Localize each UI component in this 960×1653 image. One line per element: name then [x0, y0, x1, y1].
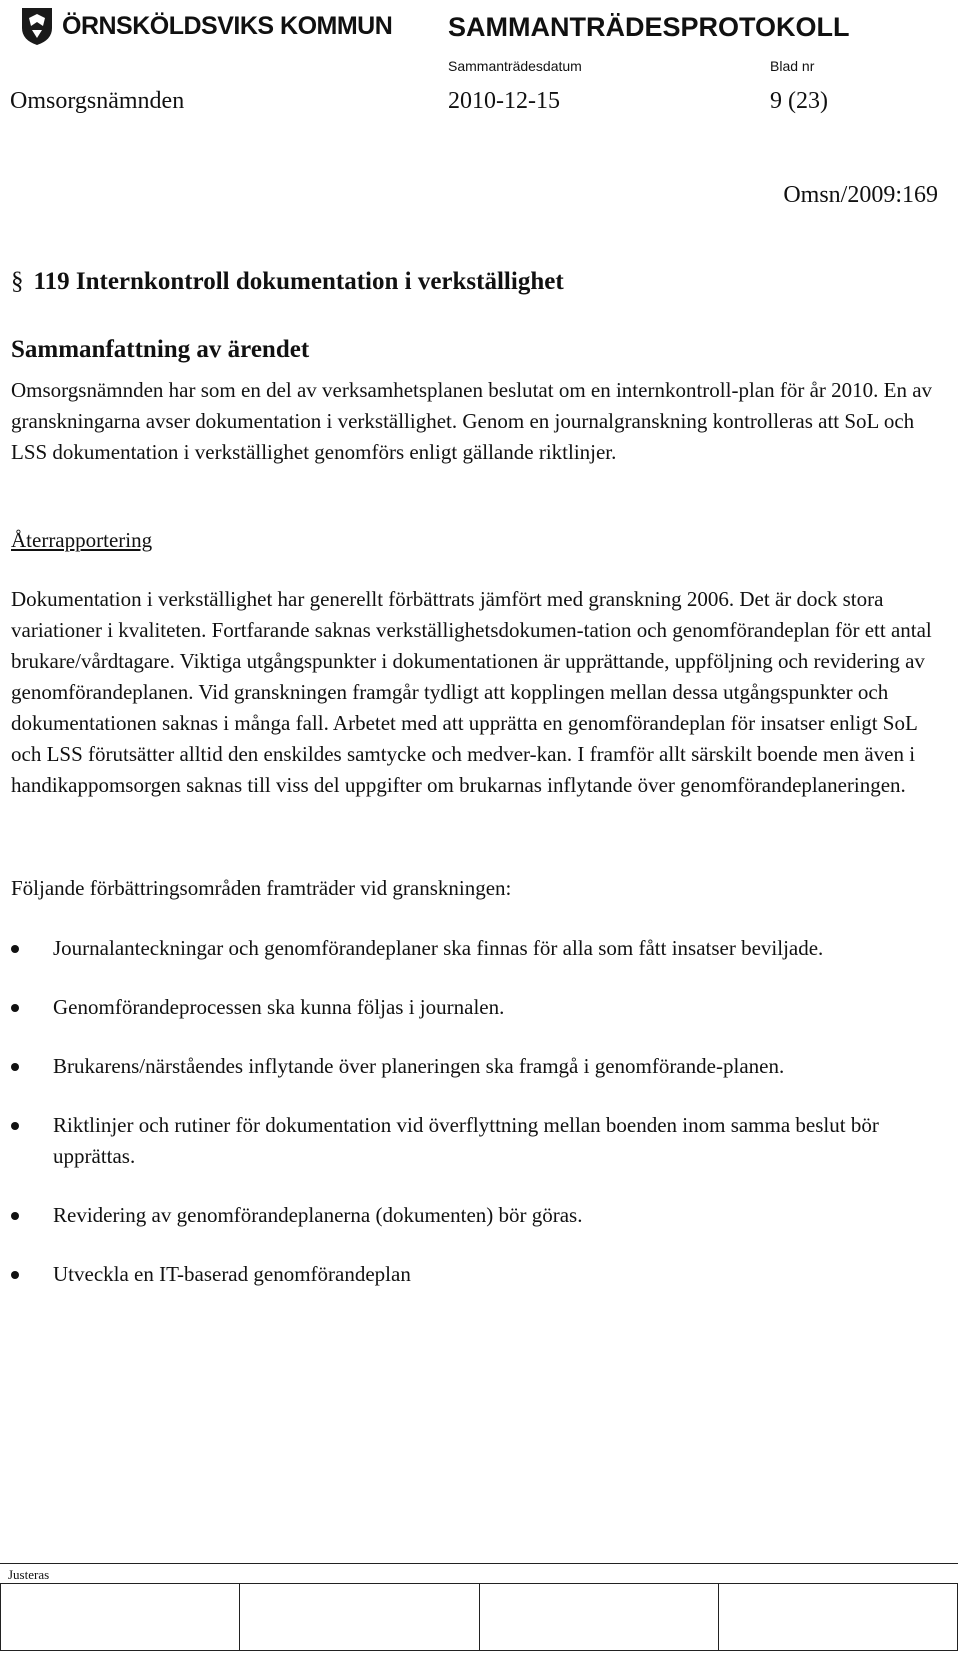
signature-cell: [1, 1584, 240, 1650]
bullet-icon: [11, 1063, 19, 1071]
improvement-intro: Följande förbättringsområden framträder vid granskningen:: [11, 876, 512, 900]
organization-name: ÖRNSKÖLDSVIKS KOMMUN: [62, 12, 393, 40]
page-label: Blad nr: [770, 58, 815, 74]
signature-grid: [0, 1583, 958, 1651]
bullet-icon: [11, 1212, 19, 1220]
case-number: Omsn/2009:169: [783, 182, 938, 208]
report-text: Dokumentation i verkställighet har generellt förbättrats jämfört med granskning 2006. Det är dock stora variationer i kvaliteten. Fortfarande saknas verkställighetsdokumen-tation och genomförandeplan för ett antal brukare/vårdtagare. Viktiga utgångspunkter i dokumentationen är upprättande, uppföljning och revidering av genomförandeplanen. Vid granskningen framgår tydligt att kopplingen mellan dessa utgångspunkter och dokumentationen saknas i många fall. Arbetet med att upprätta en genomförandeplan för insatser enligt SoL och LSS förutsätter alltid den enskildes samtycke och medver-kan. I framför allt särskilt boende men även i handikappomsorgen saknas till viss del uppgifter om brukarnas inflytande över genomförandeplaneringen.: [11, 587, 932, 797]
list-item: Riktlinjer och rutiner för dokumentation vid överflyttning mellan boenden inom samma beslut bör upprättas.: [11, 1110, 946, 1172]
report-heading: Återrapportering: [11, 528, 153, 552]
list-item: Journalanteckningar och genomförandeplaner ska finnas för alla som fått insatser beviljade.: [11, 933, 946, 964]
date-label: Sammanträdesdatum: [448, 58, 582, 74]
summary-text: Omsorgsnämnden har som en del av verksamhetsplanen beslutat om en internkontroll-plan för år 2010. En av granskningarna avser dokumentation i verkställighet. Genom en journalgranskning kontrolleras att SoL och LSS dokumentation i verkställighet genomförs enligt gällande riktlinjer.: [11, 378, 933, 464]
signature-cell: [719, 1584, 957, 1650]
bullet-icon: [11, 1004, 19, 1012]
bullet-icon: [11, 945, 19, 953]
section-heading: [11, 268, 564, 296]
section-symbol: §: [11, 268, 24, 295]
section-title: 119 Internkontroll dokumentation i verkställighet: [33, 268, 564, 295]
summary-heading: Sammanfattning av ärendet: [11, 336, 310, 363]
bullet-icon: [11, 1122, 19, 1130]
bullet-icon: [11, 1271, 19, 1279]
signature-cell: [480, 1584, 719, 1650]
committee-name: Omsorgsnämnden: [10, 88, 185, 114]
meeting-date: 2010-12-15: [448, 88, 560, 114]
improvement-list: [11, 933, 946, 1290]
document-title: SAMMANTRÄDESPROTOKOLL: [448, 12, 850, 42]
list-item: Utveckla en IT-baserad genomförandeplan: [11, 1259, 946, 1290]
footer-label: Justeras: [8, 1567, 50, 1582]
list-item: Brukarens/närståendes inflytande över planeringen ska framgå i genomförande-planen.: [11, 1051, 946, 1082]
municipality-crest-icon: [20, 6, 54, 46]
page-number: 9 (23): [770, 88, 828, 114]
list-item: Genomförandeprocessen ska kunna följas i journalen.: [11, 992, 946, 1023]
signature-cell: [240, 1584, 479, 1650]
list-item: Revidering av genomförandeplanerna (dokumenten) bör göras.: [11, 1200, 946, 1231]
